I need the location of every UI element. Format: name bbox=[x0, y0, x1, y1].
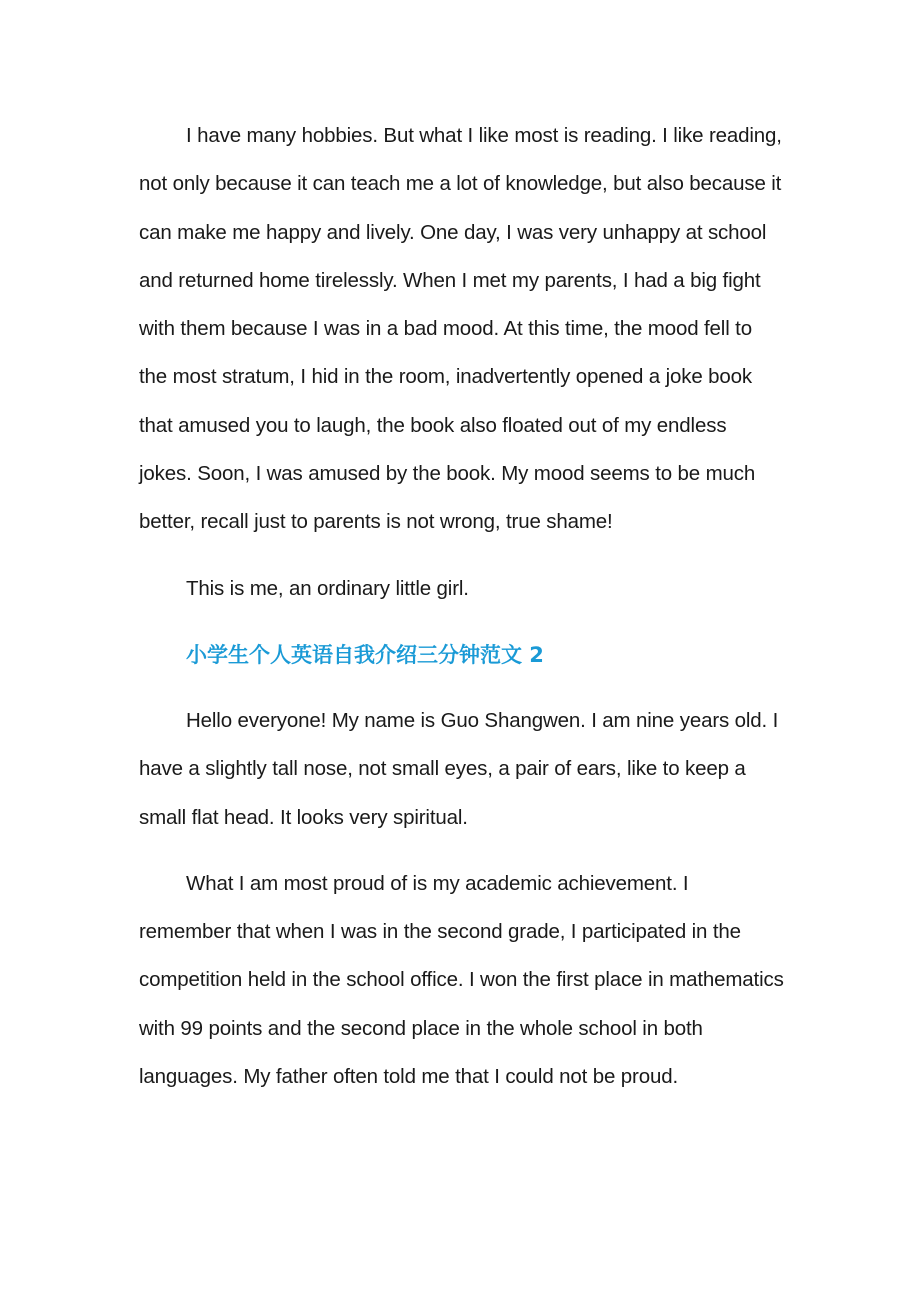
paragraph-spacer bbox=[139, 613, 784, 631]
paragraph-ordinary-girl: This is me, an ordinary little girl. bbox=[186, 576, 469, 600]
paragraph-hobbies: I have many hobbies. But what I like most is reading. I like reading, not only because it can teach me a lot of knowledge, but also because it can make me happy and lively. One day, I was very unhappy at school and returned home tirelessly. When I met my parents, I had a big fight with them because I was in a bad mood. At this time, the mood fell to the most stratum, I hid in the room, inadvertently opened a joke book that amused you to laugh, the book also floated out of my endless jokes. Soon, I was amused by the book. My mood seems to be much better, recall just to parents is not wrong, true shame! bbox=[139, 124, 782, 534]
paragraph-spacer bbox=[139, 679, 784, 697]
paragraph-spacer bbox=[139, 842, 784, 860]
section-heading: 小学生个人英语自我介绍三分钟范文 2 bbox=[186, 642, 544, 667]
paragraph-spacer bbox=[139, 547, 784, 565]
paragraph-introduction: Hello everyone! My name is Guo Shangwen. I am nine years old. I have a slightly tall nose, not small eyes, a pair of ears, like to keep a small flat head. It looks very spiritual. bbox=[139, 708, 779, 829]
document-body bbox=[139, 112, 784, 1101]
paragraph-achievement: What I am most proud of is my academic achievement. I remember that when I was in the second grade, I participated in the competition held in the school office. I won the first place in mathematics with 99 points and the second place in the whole school in both languages. My father often told me that I could not be proud. bbox=[139, 871, 784, 1089]
